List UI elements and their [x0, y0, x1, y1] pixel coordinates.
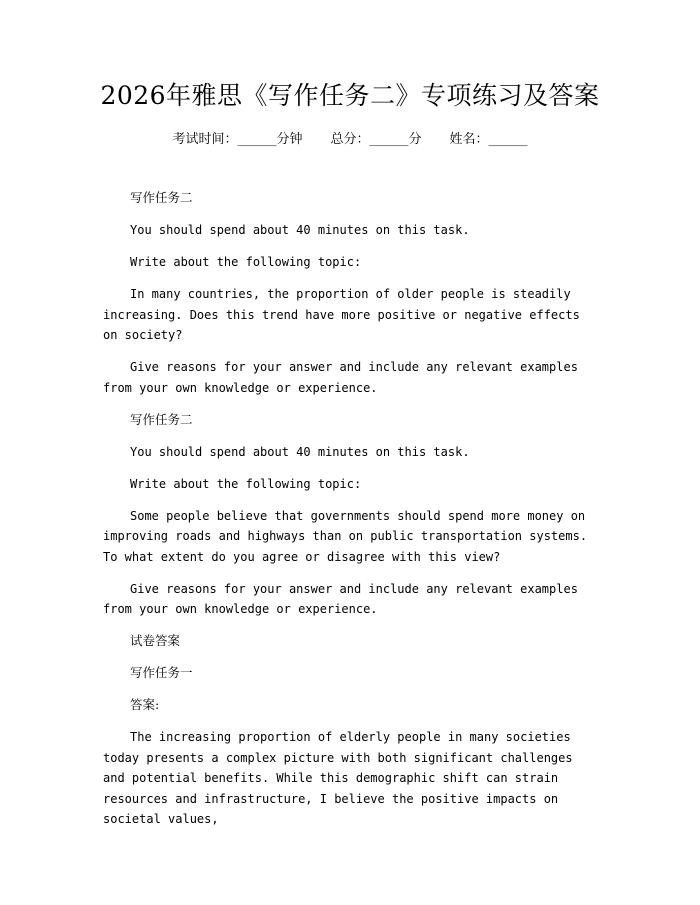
answer-task-heading: 写作任务一: [130, 665, 193, 680]
instruction-time: You should spend about 40 minutes on this task.: [130, 223, 470, 237]
total-score-field: 总分：______分: [330, 132, 422, 147]
essay-prompt: Some people believe that governments should spend more money on improving roads and highways than on public transportation systems. To what extent do you agree or disagree with this view?: [103, 508, 588, 564]
instruction-reasons: Give reasons for your answer and include any relevant examples from your own knowledge or experience.: [103, 581, 578, 616]
document-body: [103, 188, 597, 841]
instruction-topic: Write about the following topic:: [130, 255, 362, 269]
name-field: 姓名：______: [449, 132, 528, 147]
instruction-time: You should spend about 40 minutes on this task.: [130, 444, 470, 459]
exam-time-field: 考试时间：______分钟: [172, 132, 303, 147]
essay-prompt: In many countries, the proportion of older people is steadily increasing. Does this trend have more positive or negative effects on society?: [103, 287, 580, 342]
exam-meta-line: [0, 130, 700, 150]
instruction-topic: Write about the following topic:: [130, 476, 362, 491]
answers-heading: 试卷答案: [130, 633, 181, 648]
answer-text: The increasing proportion of elderly people in many societies today presents a complex picture with both significant challenges and potential benefits. While this demographic shift can strain resources and infrastructure, I believe the positive impacts on societal values,: [103, 730, 573, 826]
page-title: 2026年雅思《写作任务二》专项练习及答案: [100, 81, 600, 110]
section-heading: 写作任务二: [130, 190, 193, 205]
section-heading: 写作任务二: [130, 411, 193, 427]
instruction-reasons: Give reasons for your answer and include any relevant examples from your own knowledge or experience.: [103, 360, 578, 395]
answer-label: 答案:: [130, 697, 160, 712]
